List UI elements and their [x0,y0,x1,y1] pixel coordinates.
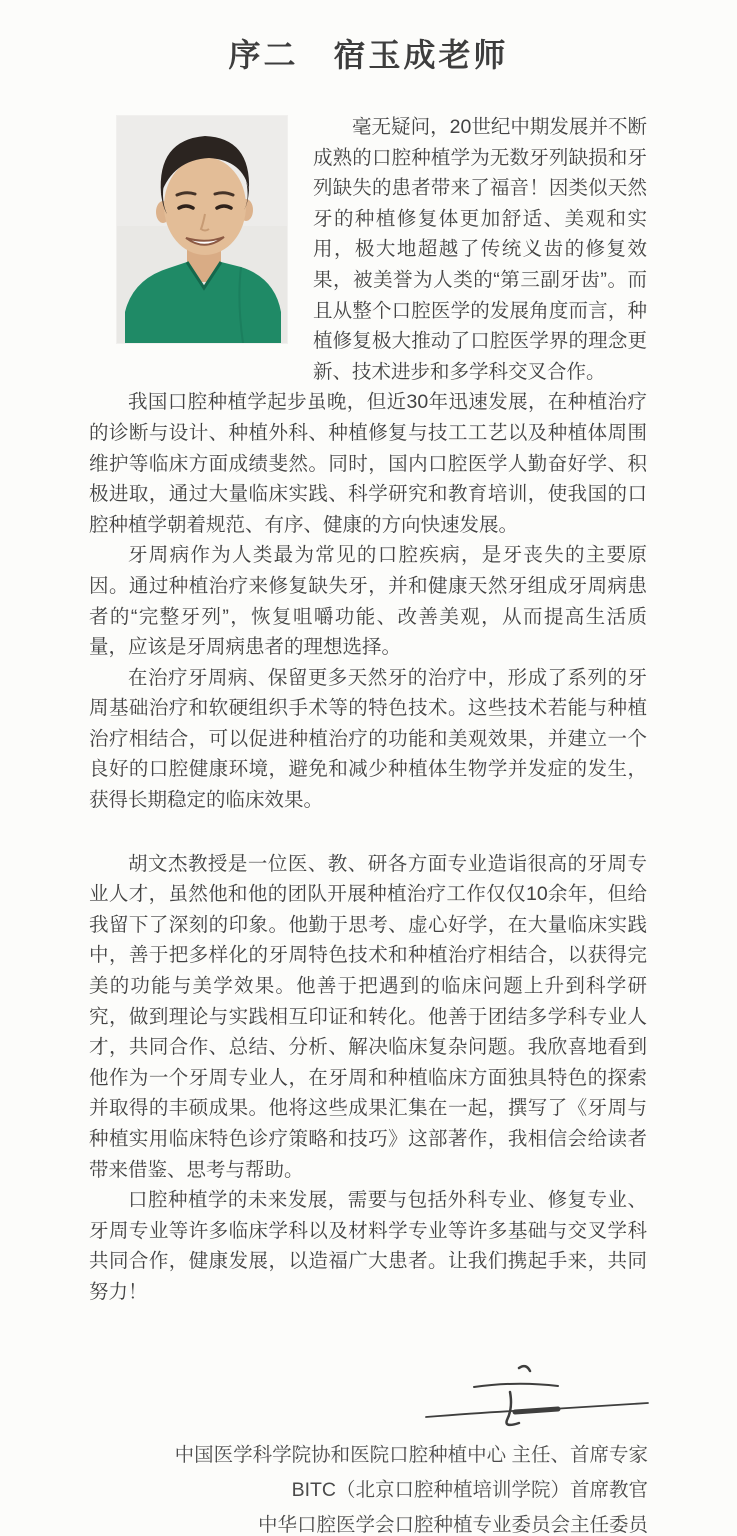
signature-block [0,1354,652,1432]
portrait-photo [117,116,287,343]
page-title: 序二 宿玉成老师 [228,37,509,73]
paragraph-6: 口腔种植学的未来发展，需要与包括外科专业、修复专业、牙周专业等许多临床学科以及材料学专业等许多基础与交叉学科共同合作，健康发展，以造福广大患者。让我们携起手来，共同努力！ [89,1189,647,1303]
paragraph-3: 牙周病作为人类最为常见的口腔疾病，是牙丧失的主要原因。通过种植治疗来修复缺失牙，并和健康天然牙组成牙周病患者的“完整牙列”，恢复咀嚼功能、改善美观，从而提高生活质量，应该是牙周病患者的理想选择。 [89,544,647,659]
paragraph-4: 在治疗牙周病、保留更多天然牙的治疗中，形成了系列的牙周基础治疗和软硬组织手术等的特色技术。这些技术若能与种植治疗相结合，可以促进种植治疗的功能和美观效果，并建立一个良好的口腔健康环境，避免和减少种植体生物学并发症的发生，获得长期稳定的临床效果。 [89,666,647,812]
author-credentials [0,1438,648,1536]
intro-section [89,112,647,387]
paragraph-1-text: 毫无疑问，20世纪中期发展并不断成熟的口腔种植学为无数牙列缺损和牙列缺失的患者带来了福音！因类似天然牙的种植修复体更加舒适、美观和实用，极大地超越了传统义齿的修复效果，被美誉为人类的“第三副牙齿”。而且从整个口腔医学的发展角度而言，种植修复极大推动了口腔医学界的理念更新、技术进步和多学科交叉合作。 [313,116,647,383]
paragraph-1 [313,112,647,387]
credential-line-2: BITC（北京口腔种植培训学院）首席教官 [291,1478,648,1501]
credential-line-3: 中华口腔医学会口腔种植专业委员会主任委员 [257,1513,648,1536]
signature-image [422,1354,652,1432]
paragraph-2: 我国口腔种植学起步虽晚，但近30年迅速发展，在种植治疗的诊断与设计、种植外科、种植修复与技工工艺以及种植体周围维护等临床方面成绩斐然。同时，国内口腔医学人勤奋好学、积极进取，通过大量临床实践、科学研究和教育培训，使我国的口腔种植学朝着规范、有序、健康的方向快速发展。 [89,391,647,536]
preface-body [89,112,647,1308]
paragraph-5: 胡文杰教授是一位医、教、研各方面专业造诣很高的牙周专业人才，虽然他和他的团队开展种植治疗工作仅仅10余年，但给我留下了深刻的印象。他勤于思考、虚心好学，在大量临床实践中，善于把多样化的牙周特色技术和种植治疗相结合，以获得完美的功能与美学效果。他善于把遇到的临床问题上升到科学研究，做到理论与实践相互印证和转化。他善于团结多学科专业人才，共同合作、总结、分析、解决临床复杂问题。我欣喜地看到他作为一个牙周专业人，在牙周和种植临床方面独具特色的探索并取得的丰硕成果。他将这些成果汇集在一起，撰写了《牙周与种植实用临床特色诊疗策略和技巧》这部著作，我相信会给读者带来借鉴、思考与帮助。 [89,852,647,1181]
credential-line-1: 中国医学科学院协和医院口腔种植中心 主任、首席专家 [174,1443,648,1466]
portrait-illustration [117,116,287,343]
